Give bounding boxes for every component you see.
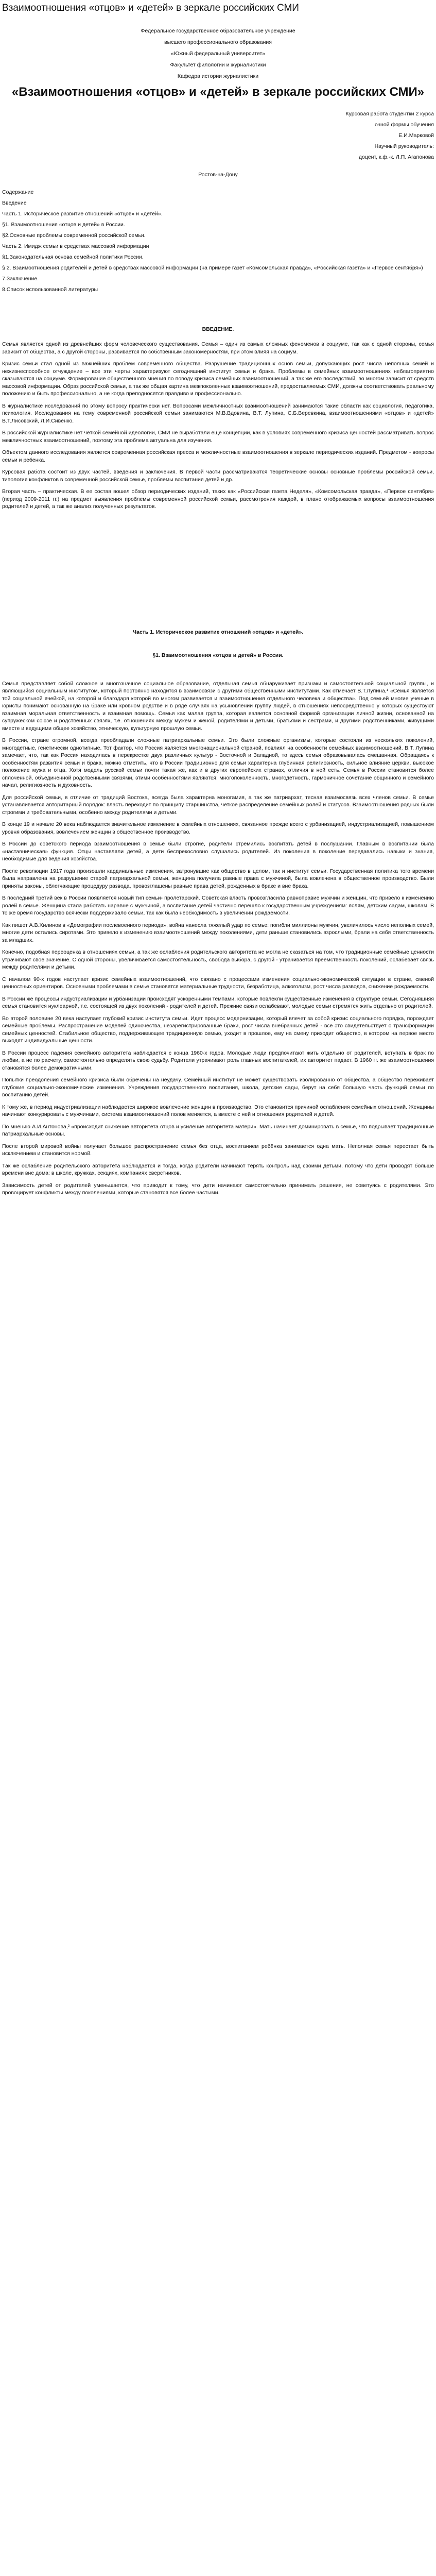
org-line: Кафедра истории журналистики [177, 73, 259, 79]
toc-item: § 2. Взаимоотношения родителей и детей в средствах массовой информации (на примере газет «Комсомольская правда», «Российская газета» и «Первое сентября») [2, 265, 423, 271]
paragraph: В России, стране огромной, всегда преобладали сложные патриархальные семьи. Это были сложные организмы, которые состояли из нескольких поколений, многодетные, генетически однотипные. Тот фактор, что Россия является многонациональной страной, повлиял на особенности семейных взаимоотношений. В.Т. Лупина замечает, что, так как Россия находилась в перекрестке двух различных культур - Восточной и Западной, то здесь семья образовывалась смешанная. Обращаясь к особенностям развития семьи и брака, можно отметить, что в России традиционно для семьи характерна глубинная религиозность, сильное влияние церкви, высокое положение мужа и отца. Хотя модель русской семьи почти такая же, как и в других европейских странах, отличия в ней есть. Семья в России становится более сплоченной, объединенной родственными связями, этими особенностями являются: многопоколенность, многодетность, гармоничное сочетание общинного и семейного начал, религиозность и духовность. [2, 737, 434, 788]
paragraph: Так же ослабление родительского авторитета наблюдается и тогда, когда родители начинают терять контроль над своими детьми, потому что дети проводят больше времени вне дома: в школе, кружках, секциях, компаниях сверстников. [2, 1162, 434, 1176]
paragraph: После революции 1917 года произошли кардинальные изменения, затронувшие как общество в целом, так и институт семьи. Государственная политика того времени была направлена на разрушение старой патриархальной семьи, женщина получила равные права с мужчиной, была вовлечена в общественное производство. Были приняты законы, облегчающие процедуру развода, провозглашены равные права детей, рожденных в браке и вне брака. [2, 868, 434, 889]
intro-heading: ВВЕДЕНИЕ. [202, 326, 234, 332]
toc-item: Часть 2. Имидж семьи в средствах массовой информации [2, 243, 149, 249]
author-line: Курсовая работа студентки 2 курса [345, 111, 434, 117]
paragraph: С началом 90-х годов наступает кризис семейных взаимоотношений, что связано с процессами изменения социально-экономической ситуации в стране, сменой ценностных ориентиров. Основными проблемами в семье становятся материальные трудности, безработица, алкоголизм, рост числа разводов, снижение рождаемости. [2, 976, 434, 990]
paragraph: Зависимость детей от родителей уменьшается, что приводит к тому, что дети начинают самостоятельно принимать решения, не советуясь с родителями. Это провоцирует конфликты между поколениями, которые становятся все более частыми. [2, 1182, 434, 1196]
org-line: «Южный федеральный университет» [170, 50, 266, 57]
author-line: Е.И.Марковой [398, 132, 434, 139]
toc-item: §2.Основные проблемы современной российской семьи. [2, 232, 146, 239]
paragraph: Вторая часть – практическая. В ее состав вошел обзор периодических изданий, таких как «Российская газета Неделя», «Комсомольская правда», «Первое сентября» (период 2009-2011 гг.) на предмет выявления проблемы современной российской семьи, рассмотрения каждой, в плане отображаемых вопросы взаимоотношения родителей и детей, а так же анализ полученных результатов. [2, 488, 434, 510]
table-of-contents [2, 189, 434, 293]
city: Ростов-на-Дону [198, 172, 238, 178]
paragraph: Семья представляет собой сложное и многозначное социальное образование, отдельная семья обнаруживает признаки и самостоятельной социальной группы, и являющийся социальным институтом, который постоянно находится в взаимосвязи с другими общественными институтами. Как отмечает В.Т.Лупина,¹ «Семья является той социальной ячейкой, на которой и благодаря которой во многом развивается и взаимоотношения отдельного человека и общества». Под семьей многие ученые в юристы понимают основанную на браке или кровном родстве и в ряде случаях на усыновлении группу людей, в отношениях непосредственно у которых существуют взаимная моральная ответственность и взаимная помощь. Семья как малая группа, которая является основной формой организации личной жизни, основанной на супружеском союзе и родственных связях, т.е. отношениях между мужем и женой, родителями и детьми, братьями и сестрами, и другими родственниками, живущими вместе и ведущими общее хозяйство, этническую, культурную прошлую семьи. [2, 680, 434, 732]
paragraph: Попытки преодоления семейного кризиса были обречены на неудачу. Семейный институт не может существовать изолированно от общества, а общество переживает глубокие социально-экономические изменения. Учреждения государственного воспитания, школа, детские сады, берут на себя большую часть функций семьи по воспитанию детей. [2, 1077, 434, 1098]
paragraph: В России до советского периода взаимоотношения в семье были строгие, родители стремились воспитать детей в послушании. Главным в воспитании была «наставническая» функция. Отцы наставляли детей, а дети беспрекословно слушались родителей. Из поколения в поколение передавались навыки и знания, необходимые для ведения хозяйства. [2, 841, 434, 862]
toc-item: 7.Заключение. [2, 276, 39, 282]
paragraph: Для российской семьи, в отличие от традиций Востока, всегда была характерна моногамия, а так же патриархат, тесная взаимосвязь всех членов семьи. В семье устанавливается авторитарный порядок: власть переходит по принципу старшинства, четкое распределение семейных ролей и статусов. Взаимоотношения родных были строгими и требовательными, особенно между родителями и детьми. [2, 794, 434, 816]
paragraph: Семья является одной из древнейших форм человеческого существования. Семья – один из самых сложных феноменов в социуме, так как с одной стороны, семья зависит от общества, а с другой стороны, развивается по собственным закономерностям, при этом влияя на социум. [2, 341, 434, 355]
paragraph: Во второй половине 20 века наступает глубокий кризис института семьи. Идет процесс модернизации, который влечет за собой кризис социального порядка, порождает семейные проблемы. Распространение моделей одиночества, незарегистрированные браки, рост числа внебрачных детей - все это свидетельствует о трансформации семейных ценностей. Стабильное общество, поддерживающее традиционную семью, уходит в прошлое, ему на смену приходит общество, в котором на первое место выходят индивидуальные ценности. [2, 1015, 434, 1044]
toc-item: §1.Законодательная основа семейной политики России. [2, 254, 144, 260]
work-title: «Взаимоотношения «отцов» и «детей» в зеркале российских СМИ» [11, 85, 425, 99]
toc-heading: Содержание [2, 189, 34, 195]
author-line: очной формы обучения [374, 122, 434, 128]
paragraph: В журналистике исследований по этому вопросу практически нет. Вопросами межличностных взаимоотношений занимаются такие области как социология, педагогика, психология. Исследования на тему современной российской семьи занимаются М.В.Вдовина, В.Т. Лупина, С.Б.Веревкина, взаимоотношениями «отцов» и «детей» В.Т.Лисовский, Л.И.Сивенко. [2, 402, 434, 424]
paragraph: После второй мировой войны получает большое распространение семья без отца, воспитанием ребёнка занимается одна мать. Неполная семья перестает быть исключением и становится нормой. [2, 1143, 434, 1157]
author-line: доцент, к.ф.-к. Л.П. Агапонова [358, 154, 434, 160]
toc-item: 8.Список использованной литературы [2, 286, 98, 293]
document-body [0, 28, 436, 1197]
paragraph: В России процесс падения семейного авторитета наблюдается с конца 1960-х годов. Молодые люди предпочитают жить отдельно от родителей, вступать в брак по любви, а не по расчету, самостоятельно определять свою судьбу. Родители утрачивают роль главных воспитателей, их авторитет падает. В 1960 гг. же взаимоотношения становятся более демократичными. [2, 1049, 434, 1071]
paragraph: В России же процессы индустриализации и урбанизации происходят ускоренными темпами, которые повлекли существенные изменения в структуре семьи. Сегодняшняя семья становится нуклеарной, т.е. состоящей из двух поколений - родителей и детей. Прежние связи ослабевают, молодые семьи стремятся жить отдельно от родителей. [2, 995, 434, 1009]
toc-item: §1. Взаимоотношения «отцов и детей» в России. [2, 222, 125, 228]
intro-text [2, 341, 434, 511]
toc-item: Часть 1. Историческое развитие отношений «отцов» и «детей». [2, 211, 163, 217]
paragraph: В конце 19 и начале 20 века наблюдается значительное изменение в семейных отношениях, связанное прежде всего с урбанизацией, индустриализацией, повышением уровня образования, вовлечением женщин в общественное производство. [2, 821, 434, 835]
org-line: Федеральное государственное образовательное учреждение [141, 28, 295, 34]
paragraph: К тому же, в период индустриализации наблюдается широкое вовлечение женщин в производство. Это становится причиной ослабления семейных отношений. Женщины начинают конкурировать с мужчинами, система взаимоотношений полов меняется, а вместе с ней и отношения родителей и детей. [2, 1104, 434, 1117]
paragraph: В последний третий век в России появляется новый тип семьи- пролетарский. Советская власть провозгласила равноправие мужчин и женщин, что привело к изменению ролей в семье. Женщина стала работать наравне с мужчиной, а воспитание детей частично перешло к государственным учреждениям: яслям, детским садам, школам. В то же время государство всячески поддерживало семьи, так как была необходимость в увеличении рождаемости. [2, 895, 434, 916]
page-title: Взаимоотношения «отцов» и «детей» в зеркале российских СМИ [2, 3, 299, 13]
author-line: Научный руководитель: [374, 143, 434, 149]
paragraph: Конечно, подобная переоценка в отношениях семьи, а так же ослабления родительского авторитета не могла не сказаться на том, что традиционные семейные ценности утрачивают свое значение. С одной стороны, увеличивается самостоятельность, свобода выбора, с другой - утрачивается преемственность поколений, ослабевает связь между родителями и детьми. [2, 949, 434, 970]
org-line: Факультет филологии и журналистики [170, 62, 266, 68]
organization-block [2, 28, 434, 80]
paragraph: Объектом данного исследования является современная российская пресса и межличностные взаимоотношения в зеркале периодических изданий. Предметом - вопросы семьи и ребенка. [2, 449, 434, 463]
paragraph: Как пишет А.В.Хилинов в «Демографии послевоенного периода», война нанесла тяжелый удар по семье: погибли миллионы мужчин, увеличилось число неполных семей, многие дети остались сиротами. Это привело к изменению взаимоотношений между поколениями, дети раньше становились взрослыми, брали на себя ответственность за младших. [2, 922, 434, 943]
org-line: высшего профессионального образования [164, 39, 272, 45]
toc-item: Введение [2, 200, 27, 206]
part1-heading: Часть 1. Историческое развитие отношений «отцов» и «детей». [132, 629, 304, 635]
author-block [2, 111, 434, 161]
part1-text [2, 680, 434, 1197]
paragraph: Курсовая работа состоит из двух частей, введения и заключения. В первой части рассматриваются теоретические основы основные проблемы российской семьи, типология конфликтов в современной российской семье, проблемы воспитания детей и др. [2, 469, 434, 483]
paragraph: Кризис семьи стал одной из важнейших проблем современного общества. Разрушение традиционных основ семьи, допускающих рост числа неполных семей и нежизнеспособное отчуждение – все эти черты характеризуют сегодняшний институт семьи и брака. Проблемы в семейных взаимоотношениях неблагоприятно сказываются на социуме. Формирование общественного мнения по поводу кризиса семейных взаимоотношений, а так же его последствий, во многом зависит от средств массовой информации. Образ российской семьи, а так же общая картина межпоколенных взаимоотношений, предоставляемых СМИ, должны соответствовать реальному положению и быть профессионально, а не когда преподносятся правдиво и профессионально. [2, 361, 434, 397]
part1-section-heading: §1. Взаимоотношения «отцов и детей» в России. [152, 652, 284, 658]
paragraph: По мнению А.И.Антонова,² «происходит снижение авторитета отцов и усиление авторитета матери». Мать начинает доминировать в семье, что подрывает традиционные патриархальные основы. [2, 1123, 434, 1137]
paragraph: В российской журналистике нет чёткой семейной идеологии, СМИ не выработали еще концепции, как в условиях современного кризиса ценностей рассматривать вопрос межличностных взаимоотношений, поэтому эта проблема актуальна для изучения. [2, 430, 434, 444]
